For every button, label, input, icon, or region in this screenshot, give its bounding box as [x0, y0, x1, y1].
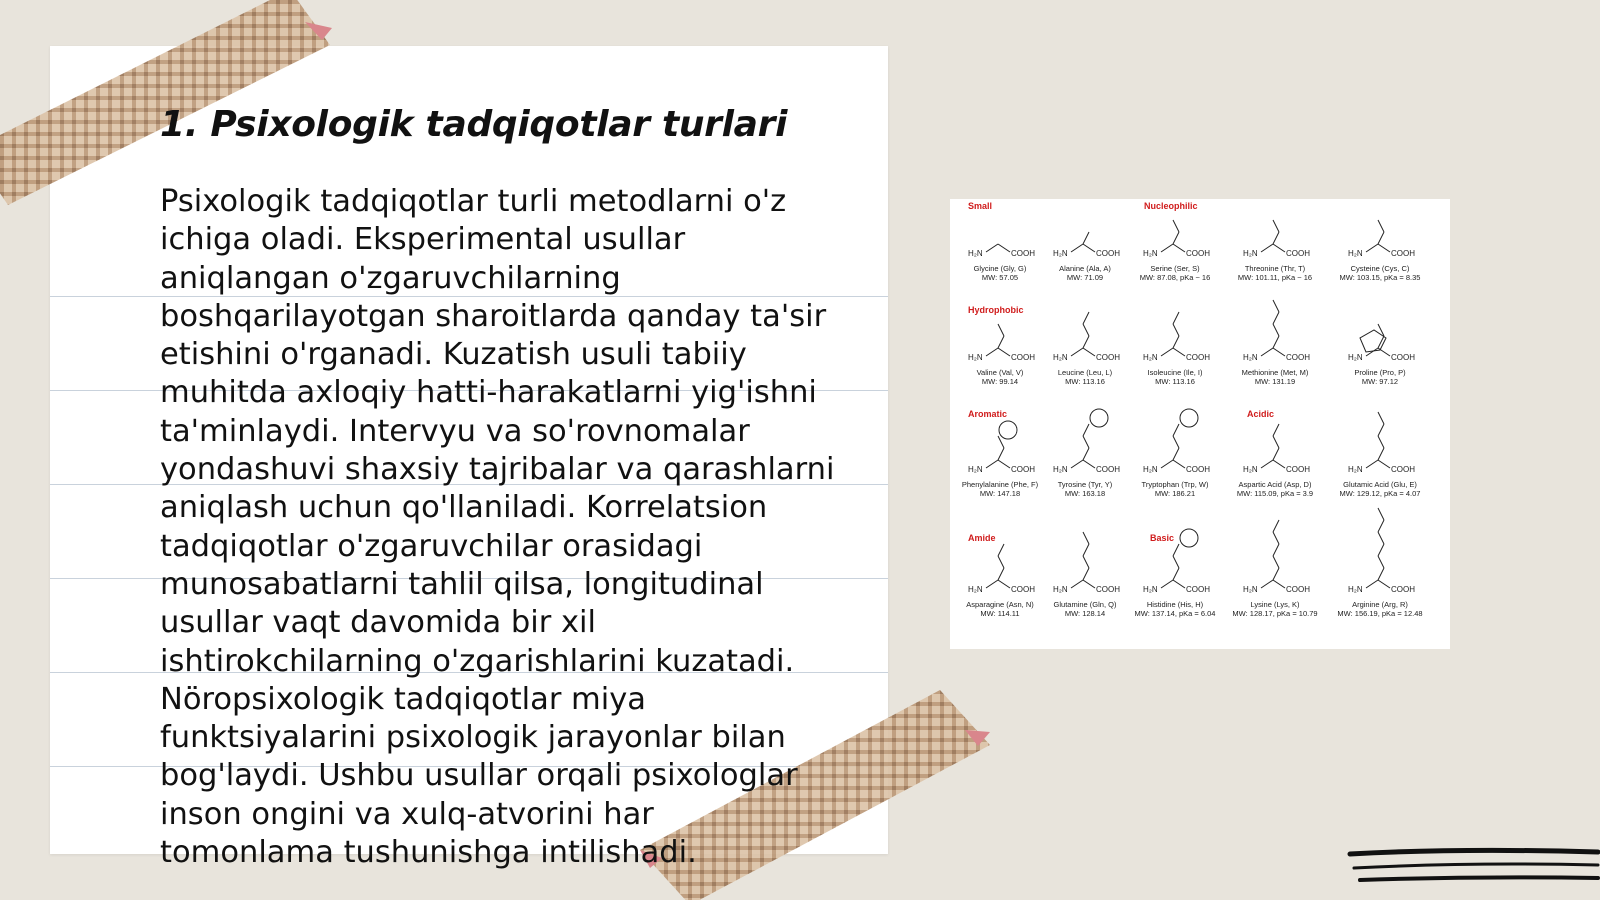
- bond: [998, 348, 1010, 356]
- amino-acid-structure: [1135, 529, 1216, 618]
- bond: [1071, 580, 1083, 588]
- carboxyl-label: COOH: [1011, 249, 1035, 258]
- amino-acid-name: Glutamic Acid (Glu, E): [1343, 480, 1417, 489]
- amino-acid-structure: [1053, 232, 1120, 282]
- amino-acid-mw: MW: 114.11: [980, 609, 1020, 618]
- amino-acid-structure: [1053, 312, 1120, 386]
- bond: [1083, 348, 1095, 356]
- amine-label: H₂N: [1053, 249, 1068, 258]
- bond: [1366, 244, 1378, 252]
- bond: [1083, 460, 1095, 468]
- amino-acid-mw: MW: 97.12: [1361, 377, 1399, 386]
- carboxyl-label: COOH: [1186, 585, 1210, 594]
- carboxyl-label: COOH: [1096, 353, 1120, 362]
- amino-acid-structure: [968, 324, 1035, 386]
- bond: [1378, 220, 1384, 232]
- bond: [1173, 448, 1179, 460]
- amino-acid-structure: [968, 244, 1035, 282]
- bond: [1173, 232, 1179, 244]
- group-label: Aromatic: [968, 409, 1008, 419]
- amine-label: H₂N: [1143, 465, 1158, 474]
- carboxyl-label: COOH: [1286, 249, 1310, 258]
- amino-acid-name: Leucine (Leu, L): [1057, 368, 1113, 377]
- ring: [999, 421, 1017, 439]
- bond: [998, 580, 1010, 588]
- bond: [1273, 436, 1279, 448]
- bond: [1273, 336, 1279, 348]
- bond: [1378, 460, 1390, 468]
- bond: [998, 244, 1010, 252]
- bond: [1378, 508, 1384, 520]
- amino-acid-mw: MW: 101.11, pKa ~ 16: [1237, 273, 1313, 282]
- carboxyl-label: COOH: [1391, 353, 1415, 362]
- bond: [1261, 580, 1273, 588]
- bond: [1273, 324, 1279, 336]
- group-label: Hydrophobic: [968, 305, 1024, 315]
- amino-acid-structure: [1348, 324, 1415, 386]
- amino-acid-mw: MW: 137.14, pKa = 6.04: [1134, 609, 1216, 618]
- ring: [1180, 529, 1198, 547]
- bond: [1161, 580, 1173, 588]
- ring: [1180, 409, 1198, 427]
- amino-acid-mw: MW: 156.19, pKa = 12.48: [1337, 609, 1423, 618]
- amino-acid-name: Valine (Val, V): [976, 368, 1024, 377]
- bond: [1173, 460, 1185, 468]
- amine-label: H₂N: [1053, 465, 1068, 474]
- bond: [1173, 580, 1185, 588]
- amino-acid-name: Arginine (Arg, R): [1352, 600, 1408, 609]
- bond: [986, 244, 998, 252]
- amine-label: H₂N: [1348, 249, 1363, 258]
- amino-acid-mw: MW: 87.08, pKa ~ 16: [1139, 273, 1211, 282]
- group-label: Small: [968, 201, 993, 211]
- bond: [1378, 436, 1384, 448]
- amino-acid-structure: [966, 544, 1035, 618]
- bond: [1173, 336, 1179, 348]
- amino-acid-mw: MW: 99.14: [981, 377, 1019, 386]
- amine-label: H₂N: [1053, 353, 1068, 362]
- bond: [1161, 460, 1173, 468]
- amino-acid-mw: MW: 147.18: [979, 489, 1021, 498]
- bond: [986, 460, 998, 468]
- carboxyl-label: COOH: [1286, 585, 1310, 594]
- amino-acid-name: Lysine (Lys, K): [1250, 600, 1300, 609]
- amino-acid-structure: [1232, 520, 1317, 618]
- bond: [1083, 436, 1089, 448]
- group-label: Nucleophilic: [1144, 201, 1198, 211]
- amino-acid-mw: MW: 113.16: [1065, 377, 1105, 386]
- amino-acid-structure: [962, 421, 1039, 498]
- amine-label: H₂N: [1143, 353, 1158, 362]
- amine-label: H₂N: [1348, 585, 1363, 594]
- bond: [1071, 460, 1083, 468]
- amine-label: H₂N: [968, 465, 983, 474]
- amine-label: H₂N: [1243, 465, 1258, 474]
- bond: [1173, 436, 1179, 448]
- carboxyl-label: COOH: [1096, 465, 1120, 474]
- bond: [1378, 544, 1384, 556]
- bond: [1083, 448, 1089, 460]
- bond: [1273, 532, 1279, 544]
- bond: [1378, 448, 1384, 460]
- bond: [1378, 348, 1390, 356]
- bond: [998, 460, 1010, 468]
- bond: [1273, 520, 1279, 532]
- amino-acid-structure: [1053, 409, 1120, 498]
- bond: [1083, 532, 1089, 544]
- bond: [1173, 312, 1179, 324]
- bond: [1161, 348, 1173, 356]
- amine-label: H₂N: [1143, 249, 1158, 258]
- amino-acid-mw: MW: 103.15, pKa = 8.35: [1339, 273, 1421, 282]
- bond: [1083, 336, 1089, 348]
- bond: [1273, 312, 1279, 324]
- bond: [1173, 348, 1185, 356]
- bond: [1273, 220, 1279, 232]
- amino-acid-structure: [1143, 312, 1210, 386]
- bond: [1378, 520, 1384, 532]
- amino-acid-mw: MW: 131.19: [1254, 377, 1296, 386]
- bond: [1273, 424, 1279, 436]
- bond: [1366, 460, 1378, 468]
- amino-acid-structure: [1238, 220, 1312, 282]
- amino-acid-name: Serine (Ser, S): [1150, 264, 1200, 273]
- amine-label: H₂N: [1243, 249, 1258, 258]
- amine-label: H₂N: [968, 585, 983, 594]
- bond: [986, 348, 998, 356]
- bond: [1378, 532, 1384, 544]
- carboxyl-label: COOH: [1096, 585, 1120, 594]
- carboxyl-label: COOH: [1011, 353, 1035, 362]
- amino-acid-name: Proline (Pro, P): [1354, 368, 1406, 377]
- amino-acid-name: Threonine (Thr, T): [1244, 264, 1306, 273]
- amino-acids-svg: [950, 199, 1450, 649]
- bond: [986, 580, 998, 588]
- bond: [1378, 336, 1384, 348]
- amino-acid-name: Aspartic Acid (Asp, D): [1238, 480, 1312, 489]
- carboxyl-label: COOH: [1391, 465, 1415, 474]
- amine-label: H₂N: [1143, 585, 1158, 594]
- amino-acid-structure: [1140, 220, 1211, 282]
- carboxyl-label: COOH: [1286, 465, 1310, 474]
- bond: [1083, 580, 1095, 588]
- bond: [1366, 580, 1378, 588]
- carboxyl-label: COOH: [1391, 249, 1415, 258]
- amino-acid-structure: [1142, 409, 1211, 498]
- amine-label: H₂N: [1243, 353, 1258, 362]
- slide-title: 1. Psixologik tadqiqotlar turlari: [160, 104, 788, 145]
- amine-label: H₂N: [1243, 585, 1258, 594]
- bond: [1173, 424, 1179, 436]
- amino-acid-mw: MW: 113.16: [1155, 377, 1195, 386]
- bond: [1378, 244, 1390, 252]
- bond: [1083, 544, 1089, 556]
- amino-acid-structure: [1340, 412, 1421, 498]
- bond: [1273, 580, 1285, 588]
- bond: [1273, 544, 1279, 556]
- bond: [1173, 544, 1179, 556]
- carboxyl-label: COOH: [1011, 465, 1035, 474]
- bond: [1173, 568, 1179, 580]
- carboxyl-label: COOH: [1391, 585, 1415, 594]
- amine-label: H₂N: [1348, 465, 1363, 474]
- bond: [998, 336, 1004, 348]
- bond: [1261, 460, 1273, 468]
- amino-acid-name: Tyrosine (Tyr, Y): [1057, 480, 1113, 489]
- amino-acid-name: Isoleucine (Ile, I): [1147, 368, 1203, 377]
- bond: [1071, 348, 1083, 356]
- bond: [998, 324, 1004, 336]
- amino-acid-structure: [1340, 220, 1421, 282]
- bond: [1083, 324, 1089, 336]
- bond: [1378, 568, 1384, 580]
- amino-acid-structure: [1337, 508, 1422, 618]
- amino-acid-name: Cysteine (Cys, C): [1350, 264, 1410, 273]
- bond: [1173, 220, 1179, 232]
- bond: [1378, 556, 1384, 568]
- amino-acid-name: Asparagine (Asn, N): [966, 600, 1034, 609]
- bond: [1261, 348, 1273, 356]
- bond: [998, 544, 1004, 556]
- bond: [1083, 556, 1089, 568]
- bond: [1378, 424, 1384, 436]
- amino-acid-structure: [1053, 532, 1120, 618]
- group-label: Amide: [968, 533, 996, 543]
- amino-acid-mw: MW: 115.09, pKa = 3.9: [1236, 489, 1314, 498]
- bond: [1261, 244, 1273, 252]
- amine-label: H₂N: [968, 353, 983, 362]
- bond: [1273, 300, 1279, 312]
- ring: [1090, 409, 1108, 427]
- bond: [1273, 460, 1285, 468]
- bond: [1273, 244, 1285, 252]
- bond: [1161, 244, 1173, 252]
- amino-acid-structure: [1237, 424, 1313, 498]
- amino-acid-mw: MW: 57.05: [981, 273, 1019, 282]
- slide-body-text: Psixologik tadqiqotlar turli metodlarni o'z ichiga oladi. Eksperimental usullar aniqlangan o'zgaruvchilarning boshqarilayotgan sharoitlarda qanday ta'sir etishini o'rganadi. Kuzatish usuli tabiiy muhitda axloqiy hatti-harakatlarni yig'ishni ta'minlaydi. Intervyu va so'rovnomalar yondashuvi shaxsiy tajribalar va qarashlarni aniqlash uchun qo'llaniladi. Korrelatsion tadqiqotlar o'zgaruvchilar orasidagi munosabatlarni tahlil qilsa, longitudinal usullar vaqt davomida bir xil ishtirokchilarning o'zgarishlarini kuzatadi. Nöropsixologik tadqiqotlar miya funktsiyalarini psixologik jarayonlar bilan bog'laydi. Ushbu usullar orqali psixologlar inson ongini va xulq-atvorini har tomonlama tushunishga intilishadi.: [160, 184, 835, 871]
- bond: [1378, 580, 1390, 588]
- bond: [1173, 556, 1179, 568]
- amino-acid-name: Histidine (His, H): [1146, 600, 1204, 609]
- bond: [1173, 244, 1185, 252]
- carboxyl-label: COOH: [1186, 249, 1210, 258]
- amino-acids-figure: [950, 199, 1450, 649]
- bond: [1083, 244, 1095, 252]
- amino-acid-name: Methionine (Met, M): [1241, 368, 1309, 377]
- bond: [1273, 568, 1279, 580]
- amino-acid-mw: MW: 129.12, pKa = 4.07: [1339, 489, 1421, 498]
- bond: [1083, 312, 1089, 324]
- amino-acid-mw: MW: 71.09: [1066, 273, 1104, 282]
- amino-acid-mw: MW: 128.17, pKa = 10.79: [1232, 609, 1318, 618]
- amine-label: H₂N: [968, 249, 983, 258]
- bond: [1173, 324, 1179, 336]
- amino-acid-name: Glutamine (Gln, Q): [1053, 600, 1117, 609]
- amino-acid-mw: MW: 128.14: [1064, 609, 1106, 618]
- brush-strokes-decoration: [1340, 840, 1600, 900]
- bond: [1083, 424, 1089, 436]
- amino-acid-name: Phenylalanine (Phe, F): [961, 480, 1039, 489]
- bond: [1273, 448, 1279, 460]
- bond: [998, 556, 1004, 568]
- bond: [1378, 412, 1384, 424]
- bond: [1083, 232, 1089, 244]
- carboxyl-label: COOH: [1186, 465, 1210, 474]
- amine-label: H₂N: [1053, 585, 1068, 594]
- amino-acid-name: Alanine (Ala, A): [1059, 264, 1111, 273]
- group-label: Basic: [1150, 533, 1175, 543]
- amino-acid-mw: MW: 163.18: [1064, 489, 1106, 498]
- carboxyl-label: COOH: [1011, 585, 1035, 594]
- bond: [1273, 232, 1279, 244]
- carboxyl-label: COOH: [1186, 353, 1210, 362]
- carboxyl-label: COOH: [1096, 249, 1120, 258]
- bond: [1083, 568, 1089, 580]
- bond: [1378, 232, 1384, 244]
- bond: [1273, 348, 1285, 356]
- bond: [998, 448, 1004, 460]
- bond: [1273, 556, 1279, 568]
- amino-acid-structure: [1242, 300, 1311, 386]
- carboxyl-label: COOH: [1286, 353, 1310, 362]
- group-label: Acidic: [1247, 409, 1275, 419]
- amine-label: H₂N: [1348, 353, 1363, 362]
- amino-acid-name: Glycine (Gly, G): [973, 264, 1027, 273]
- amino-acid-mw: MW: 186.21: [1154, 489, 1196, 498]
- bond: [1071, 244, 1083, 252]
- amino-acid-name: Tryptophan (Trp, W): [1141, 480, 1209, 489]
- bond: [998, 568, 1004, 580]
